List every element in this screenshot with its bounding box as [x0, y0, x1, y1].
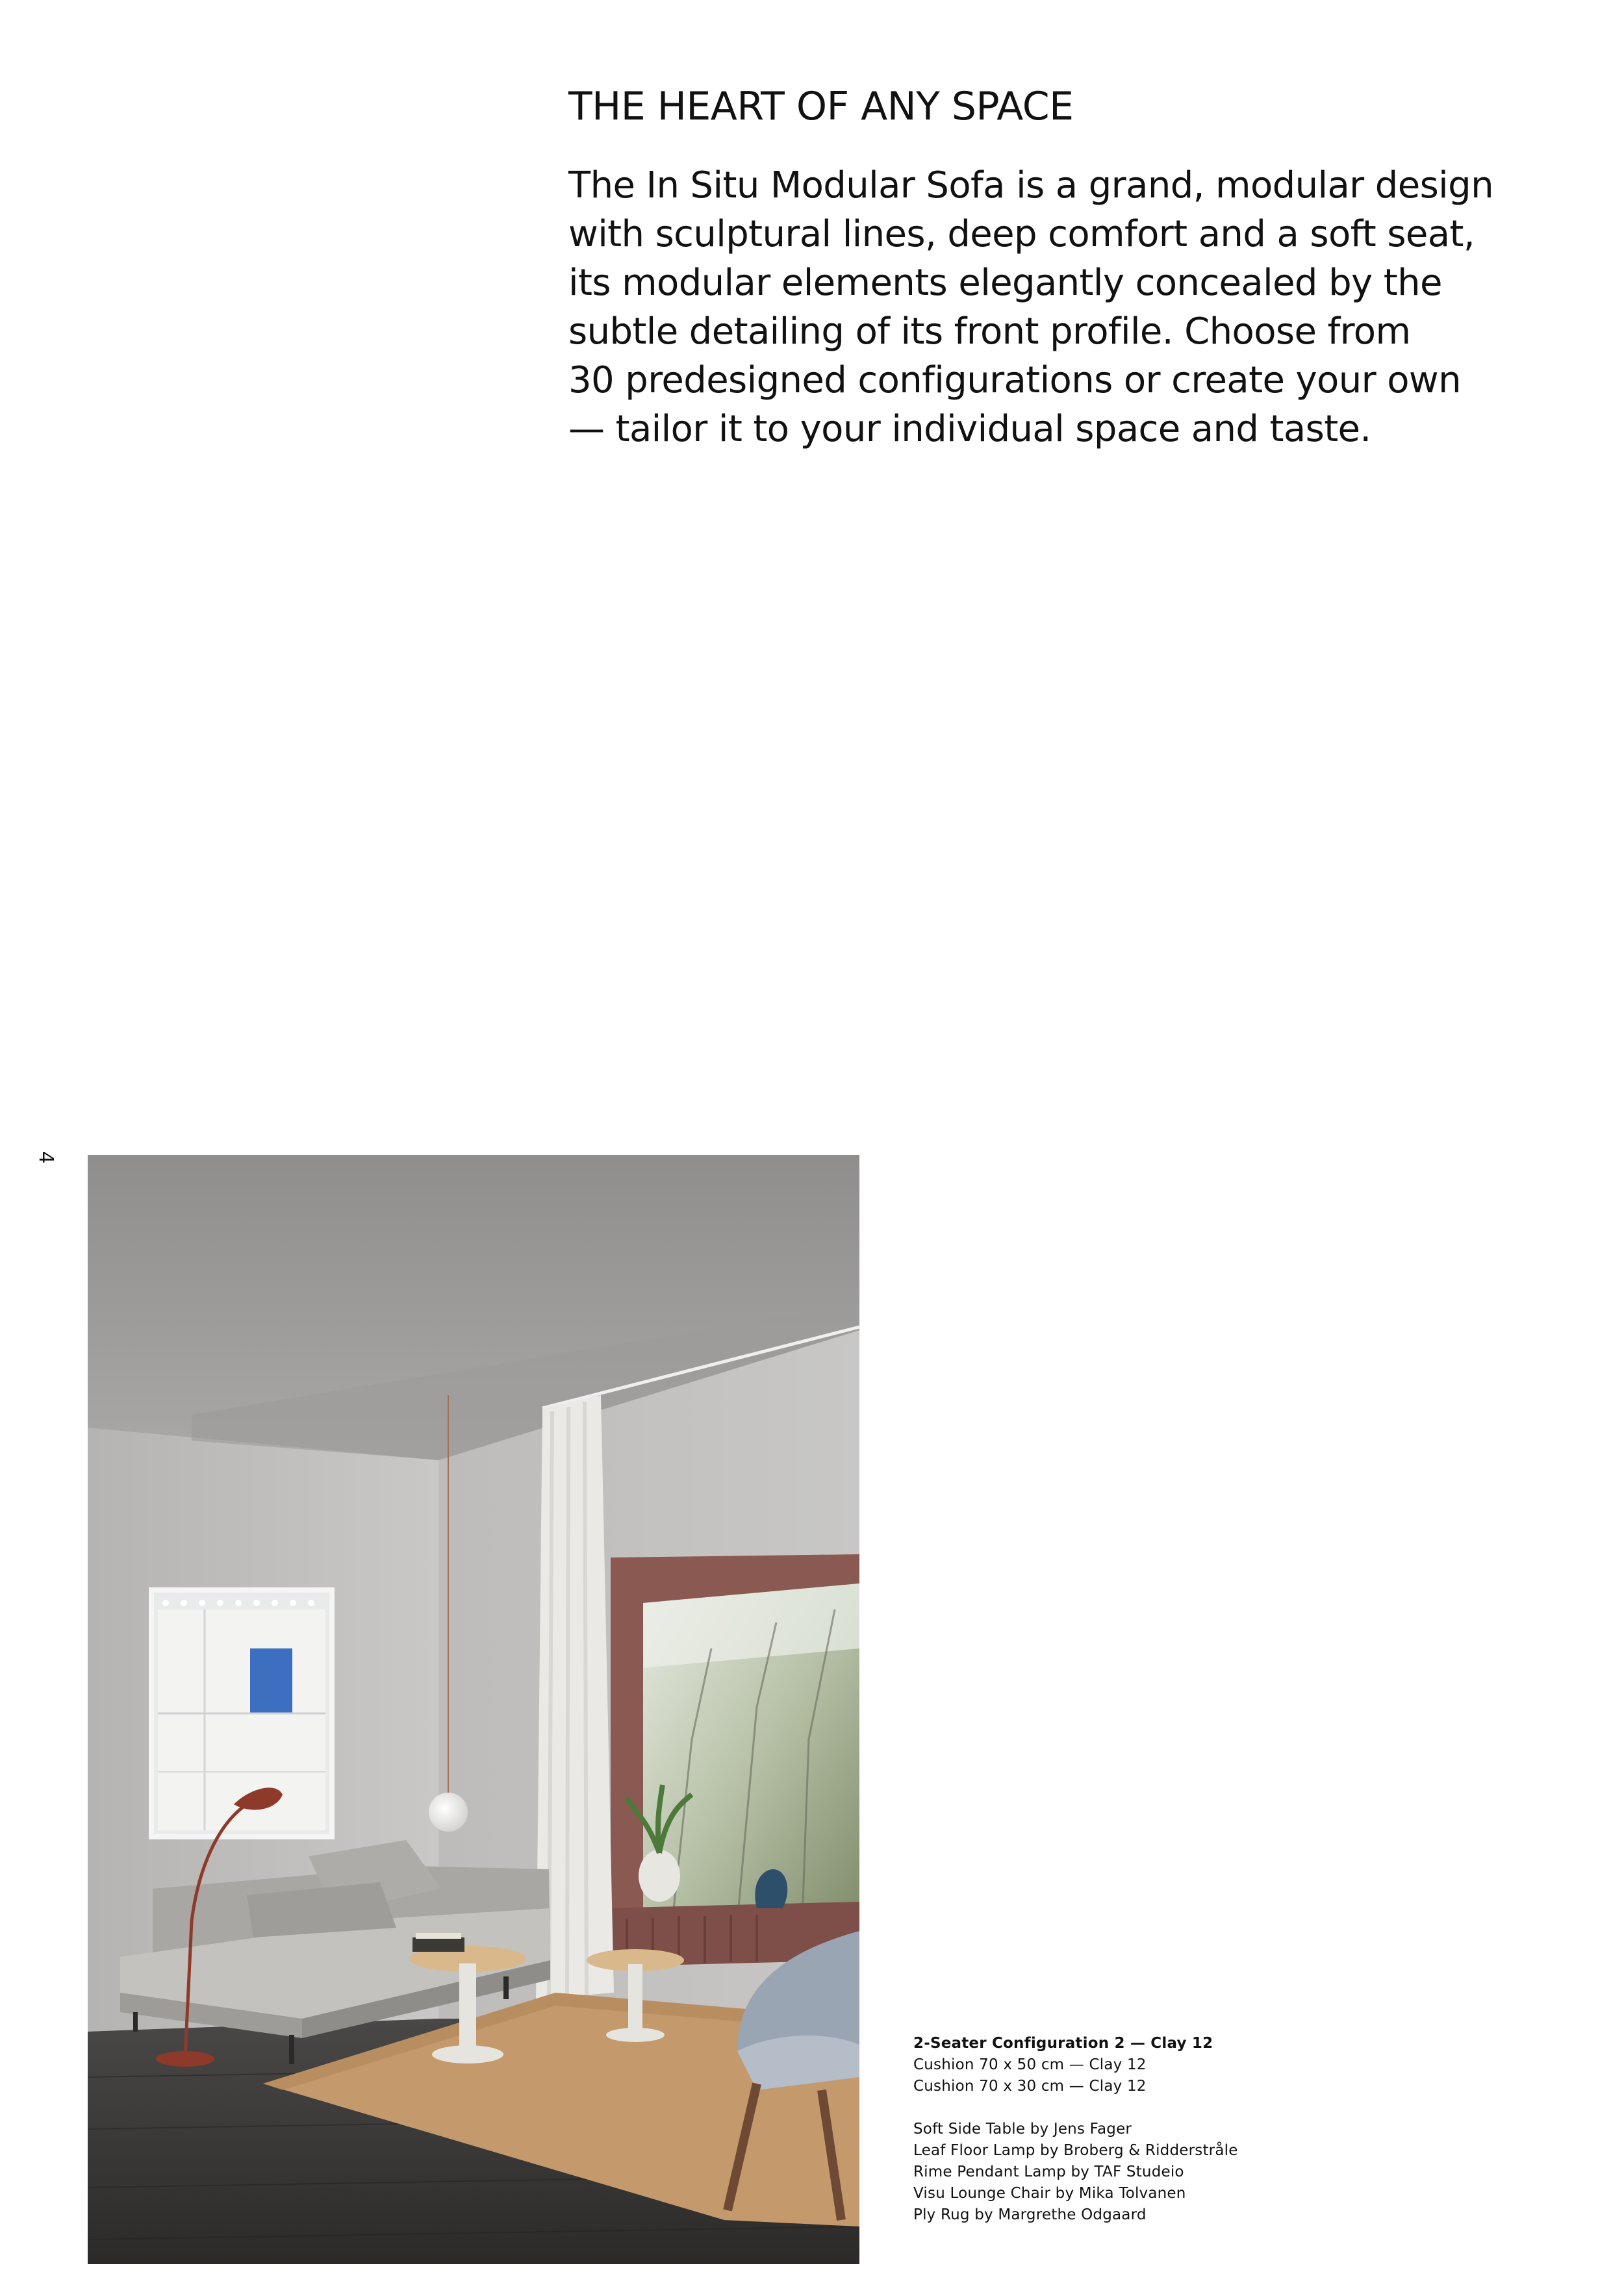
page-heading: THE HEART OF ANY SPACE: [568, 84, 1074, 129]
caption-cushion: Cushion 70 x 30 cm — Clay 12: [913, 2078, 1147, 2095]
intro-line: with sculptural lines, deep comfort and a soft seat,: [568, 213, 1475, 255]
intro-line: 30 predesigned configurations or create your own: [568, 359, 1461, 401]
blue-artwork: [250, 1648, 292, 1713]
caption-credit: Visu Lounge Chair by Mika Tolvanen: [913, 2185, 1186, 2202]
page-number: 4: [34, 1151, 57, 1164]
right-window: [601, 1554, 859, 1967]
interior-photo: [88, 1155, 859, 2264]
living-room-illustration: [88, 1155, 859, 2264]
caption-credit: Leaf Floor Lamp by Broberg & Ridderstråle: [913, 2142, 1238, 2159]
caption-credit: Rime Pendant Lamp by TAF Studeio: [913, 2164, 1184, 2180]
intro-line: The In Situ Modular Sofa is a grand, modular design: [568, 164, 1493, 207]
caption-credit: Ply Rug by Margrethe Odgaard: [913, 2206, 1147, 2223]
caption-title: 2-Seater Configuration 2 — Clay 12: [913, 2035, 1213, 2052]
intro-line: its modular elements elegantly concealed by the: [568, 262, 1442, 304]
intro-line: — tailor it to your individual space and taste.: [568, 408, 1371, 450]
caption-cushion: Cushion 70 x 50 cm — Clay 12: [913, 2056, 1147, 2073]
intro-line: subtle detailing of its front profile. Choose from: [568, 310, 1411, 353]
caption-credit: Soft Side Table by Jens Fager: [913, 2121, 1132, 2138]
photo-caption: [913, 2033, 1498, 2226]
intro-paragraph: [568, 161, 1556, 453]
